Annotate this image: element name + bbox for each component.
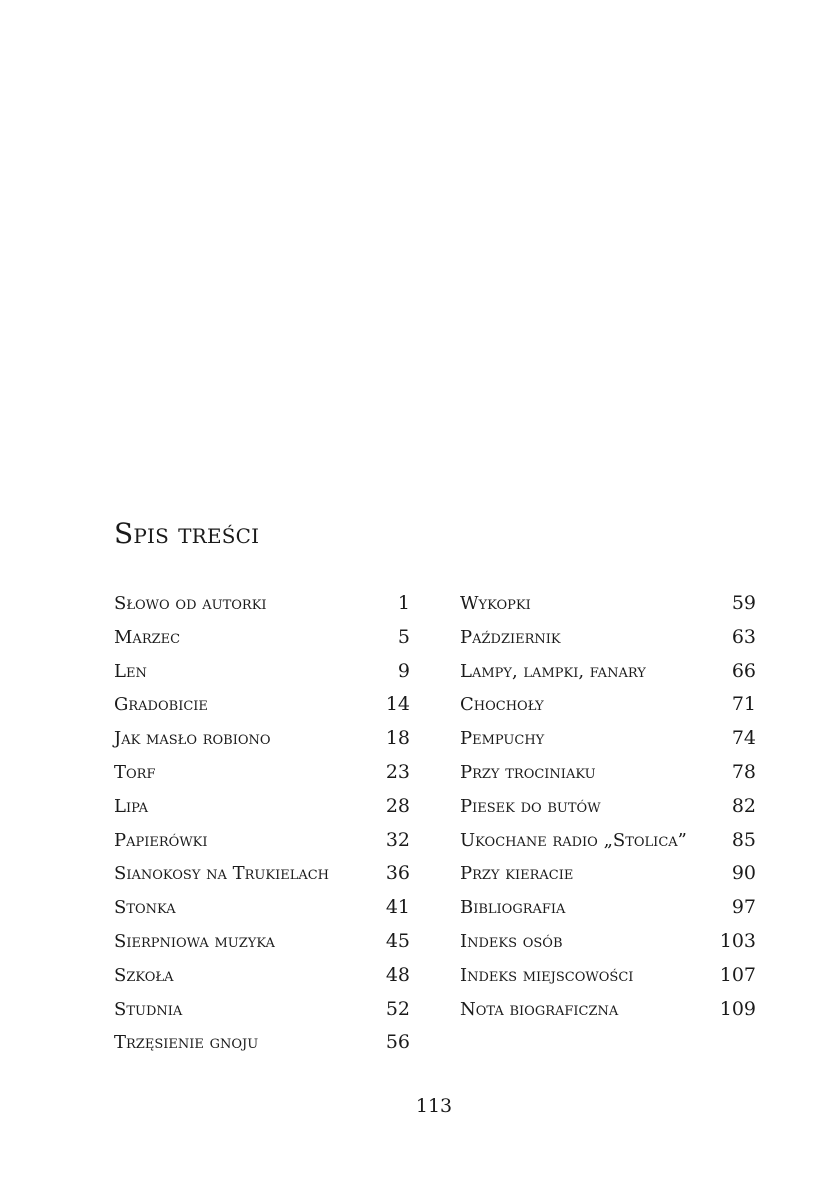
toc-entry-page: 14 xyxy=(385,693,410,716)
toc-entry-label: Sianokosy na Trukielach xyxy=(114,863,329,885)
toc-entry xyxy=(460,587,756,621)
toc-entry xyxy=(460,655,756,689)
toc-entry-page: 52 xyxy=(385,997,410,1020)
toc-entry-label: Trzęsienie gnoju xyxy=(114,1032,259,1054)
toc-entry-page: 45 xyxy=(385,929,410,952)
toc-entry xyxy=(460,891,756,925)
toc-entry-label: Pempuchy xyxy=(460,728,545,750)
toc-entry-page: 71 xyxy=(731,693,756,716)
toc-left-column xyxy=(114,587,410,1060)
toc-entry-label: Bibliografia xyxy=(460,897,566,919)
toc-entry-page: 48 xyxy=(385,963,410,986)
toc-entry-page: 9 xyxy=(397,659,410,682)
toc-entry xyxy=(114,824,410,858)
toc-entry-label: Przy trociniaku xyxy=(460,761,596,783)
toc-entry-page: 28 xyxy=(385,794,410,817)
toc-entry xyxy=(114,993,410,1027)
toc-entry xyxy=(460,925,756,959)
toc-entry-label: Stonka xyxy=(114,897,176,919)
toc-entry xyxy=(114,925,410,959)
toc-entry-page: 56 xyxy=(385,1031,410,1054)
toc-entry xyxy=(114,655,410,689)
toc-entry-page: 103 xyxy=(719,929,756,952)
toc-entry-page: 5 xyxy=(397,625,410,648)
page-number: 113 xyxy=(415,1095,453,1117)
toc-entry-page: 97 xyxy=(731,896,756,919)
toc-entry xyxy=(114,959,410,993)
toc-entry xyxy=(460,857,756,891)
toc-entry-label: Wykopki xyxy=(460,593,531,614)
toc-entry xyxy=(460,824,756,858)
toc-entry xyxy=(114,891,410,925)
toc-entry xyxy=(460,688,756,722)
toc-entry-label: Słowo od autorki xyxy=(114,593,267,614)
toc-entry xyxy=(460,756,756,790)
toc-entry-page: 59 xyxy=(731,592,756,614)
toc-entry xyxy=(114,587,410,621)
toc-entry xyxy=(114,857,410,891)
toc-entry-page: 82 xyxy=(731,794,756,817)
toc-entry xyxy=(114,621,410,655)
toc-entry-label: Gradobicie xyxy=(114,694,208,716)
toc-entry xyxy=(460,621,756,655)
toc-entry-label: Jak masło robiono xyxy=(114,728,271,750)
toc-right-column xyxy=(460,587,756,1026)
toc-entry xyxy=(460,993,756,1027)
toc-entry xyxy=(114,1026,410,1060)
toc-entry-label: Piesek do butów xyxy=(460,795,601,817)
toc-entry-label: Chochoły xyxy=(460,694,544,716)
toc-entry-label: Indeks miejscowości xyxy=(460,964,634,986)
toc-entry-page: 74 xyxy=(731,727,756,750)
toc-entry-label: Sierpniowa muzyka xyxy=(114,930,275,952)
toc-entry-page: 41 xyxy=(385,896,410,919)
toc-entry-label: Torf xyxy=(114,761,156,783)
toc-entry-page: 109 xyxy=(719,997,756,1020)
toc-entry-page: 90 xyxy=(731,862,756,885)
toc-entry-label: Lampy, lampki, fanary xyxy=(460,660,646,682)
toc-entry-page: 32 xyxy=(385,828,410,851)
toc-entry-label: Marzec xyxy=(114,626,181,648)
toc-entry-page: 78 xyxy=(731,760,756,783)
toc-entry-label: Październik xyxy=(460,626,561,648)
toc-entry-page: 85 xyxy=(731,828,756,851)
toc-entry-page: 107 xyxy=(719,963,756,986)
toc-entry-page: 36 xyxy=(385,862,410,885)
page-title: Spis treści xyxy=(114,517,260,550)
toc-entry xyxy=(114,756,410,790)
toc-entry-page: 23 xyxy=(385,760,410,783)
toc-entry-label: Przy kieracie xyxy=(460,863,574,885)
toc-entry-label: Indeks osób xyxy=(460,930,563,952)
toc-entry-page: 66 xyxy=(731,659,756,682)
toc-entry-page: 1 xyxy=(397,592,410,614)
toc-entry xyxy=(460,722,756,756)
toc-entry-label: Nota biograficzna xyxy=(460,998,619,1020)
toc-entry-label: Papierówki xyxy=(114,829,208,851)
toc-entry xyxy=(460,790,756,824)
toc-entry xyxy=(114,790,410,824)
toc-entry-label: Len xyxy=(114,660,147,682)
toc-entry-label: Ukochane radio „Stolica” xyxy=(460,829,687,851)
toc-entry xyxy=(114,688,410,722)
toc-entry-page: 63 xyxy=(731,625,756,648)
toc-entry-label: Studnia xyxy=(114,998,183,1020)
toc-entry xyxy=(460,959,756,993)
toc-entry-label: Lipa xyxy=(114,795,149,817)
toc-entry-page: 18 xyxy=(385,727,410,750)
toc-entry-label: Szkoła xyxy=(114,964,174,986)
toc-entry xyxy=(114,722,410,756)
